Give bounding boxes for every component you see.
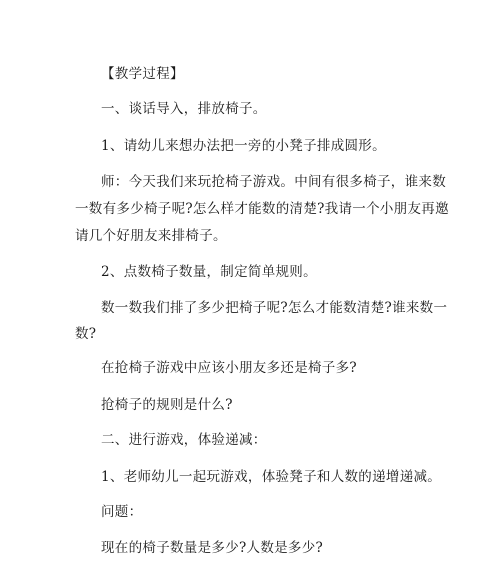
step-heading: 一、谈话导入，排放椅子。 xyxy=(101,101,267,117)
paragraph-line: 在抢椅子游戏中应该小朋友多还是椅子多? xyxy=(101,360,357,376)
section-heading: 【教学过程】 xyxy=(101,66,184,82)
paragraph-line: 数一数我们排了多少把椅子呢?怎么才能数清楚?谁来数一 xyxy=(101,300,448,316)
paragraph-line: 问题： xyxy=(101,504,143,520)
paragraph-line: 抢椅子的规则是什么? xyxy=(101,397,233,413)
paragraph-line: 2、点数椅子数量，制定简单规则。 xyxy=(101,264,317,280)
paragraph-line: 请几个好朋友来排椅子。 xyxy=(75,228,227,244)
paragraph-line: 一数有多少椅子呢?怎么样才能数的清楚?我请一个小朋友再邀 xyxy=(75,201,449,217)
paragraph-line: 数? xyxy=(75,326,97,342)
paragraph-line: 现在的椅子数量是多少?人数是多少? xyxy=(101,540,324,556)
paragraph-line: 1、请幼儿来想办法把一旁的小凳子排成圆形。 xyxy=(101,138,386,154)
paragraph-line: 师：今天我们来玩抢椅子游戏。中间有很多椅子，谁来数 xyxy=(101,174,446,190)
step-heading: 二、进行游戏，体验递减： xyxy=(101,432,267,448)
paragraph-line: 1、老师幼儿一起玩游戏，体验凳子和人数的递增递减。 xyxy=(101,469,442,485)
